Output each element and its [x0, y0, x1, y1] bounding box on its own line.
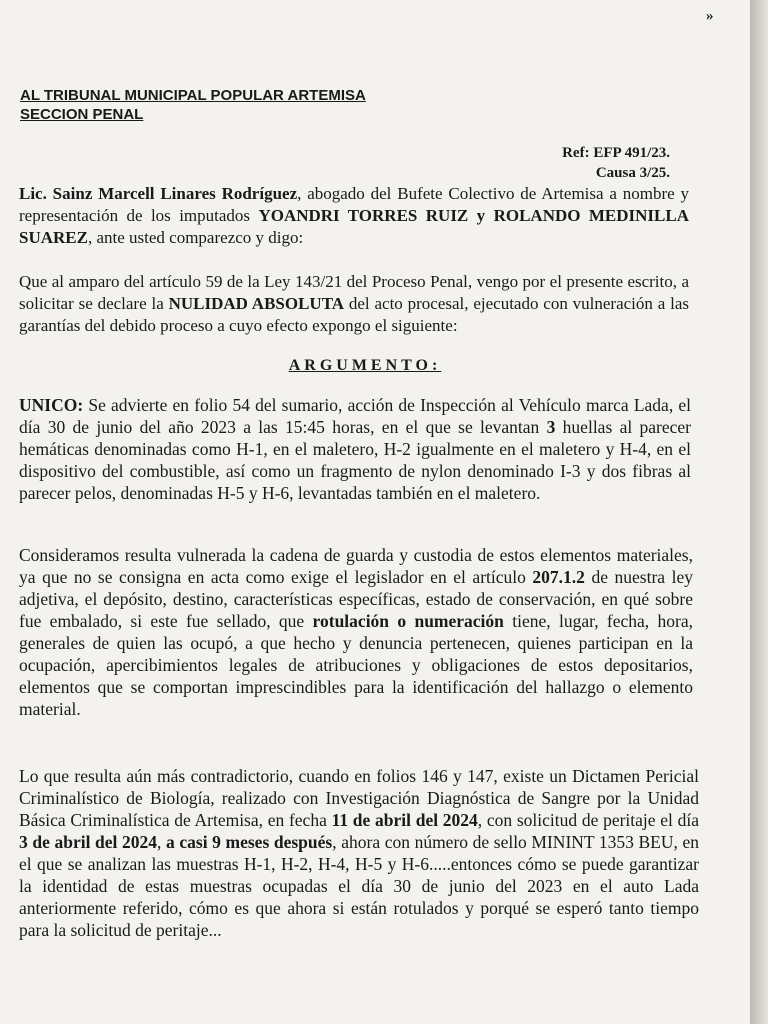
contra-text-4: , ahora con número de sello MININT 1353 BEU, en el que se analizan las muestras H-1, H-2, H-4, H-5 y H-6.....entonces cómo se puede garantizar la identidad de estas muestras ocupadas el día 30 de junio del 2023 en el auto Lada anteriormente referido, cómo es que ahora si están rotulados y porqué se esperó tanto tiempo para la solicitud de peritaje...	[19, 832, 699, 940]
request-date: 3 de abril del 2024	[19, 832, 158, 852]
contra-text-1: Lo que resulta aún más contradictorio, cuando en folios 146 y 147, existe un Dictamen Pericial Criminalístico de Biología, realizado con Investigación Diagnóstica de Sangre por la Unidad Básica Criminalística de Artemisa, en fecha	[19, 766, 699, 830]
unico-text-2: huellas al parecer hemáticas denominadas como H-1, en el maletero, H-2 igualmente en el maletero y H-4, en el dispositivo del combustible, así como un fragmento de nylon denominado I-3 y dos fibras al parecer pelos, denominadas H-5 y H-6, levantadas también en el maletero.	[19, 417, 691, 503]
nullity-term: NULIDAD ABSOLUTA	[168, 294, 345, 313]
cons-text-2: de nuestra ley adjetiva, el depósito, destino, características específicas, estado de conservación, en qué sobre fue embalado, si este fue sellado, que	[19, 567, 693, 631]
intro-text-1: , abogado del Bufete Colectivo de Artemisa a nombre y representación de los imputados	[19, 184, 690, 225]
report-date: 11 de abril del 2024	[331, 810, 478, 830]
page-corner-mark: »	[706, 8, 715, 24]
intro-text-2: , ante usted comparezco y digo:	[87, 228, 304, 247]
contradiction-paragraph	[19, 765, 699, 941]
court-section: SECCION PENAL	[20, 106, 144, 123]
case-reference	[562, 143, 670, 183]
petition-text-2: del acto procesal, ejecutado con vulneración a las garantías del debido proceso a cuyo efecto expongo el siguiente:	[19, 294, 689, 335]
considerations-paragraph	[19, 544, 693, 720]
cons-text-3: tiene, lugar, fecha, hora, generales de quien las ocupó, a que hecho y denuncia pertenecen, quienes participan en la ocupación, apercibimientos legales de atribuciones y obligaciones de estos depositarios, elementos que se comportan imprescindibles para la identificación del hallazgo o elemento material.	[19, 611, 693, 719]
petition-text-1: Que al amparo del artículo 59 de la Ley 143/21 del Proceso Penal, vengo por el presente escrito, a solicitar se declare la	[19, 272, 689, 313]
contra-text-2: , con solicitud de peritaje el día	[477, 810, 699, 830]
delay-term: a casi 9 meses después	[166, 832, 333, 852]
causa-number: Causa 3/25.	[595, 165, 670, 181]
unico-text-1: Se advierte en folio 54 del sumario, acción de Inspección al Vehículo marca Lada, el día 30 de junio del año 2023 a las 15:45 horas, en el que se levantan	[19, 395, 691, 437]
petition-paragraph	[19, 271, 689, 337]
article-number: 207.1.2	[532, 567, 585, 587]
cons-text-1: Consideramos resulta vulnerada la cadena de guarda y custodia de estos elementos materiales, ya que no se consigna en acta como exige el legislador en el artículo	[19, 545, 693, 587]
unico-count: 3	[546, 417, 556, 437]
lawyer-name: Lic. Sainz Marcell Linares Rodríguez	[19, 184, 298, 203]
unico-paragraph	[19, 394, 691, 504]
court-name: AL TRIBUNAL MUNICIPAL POPULAR ARTEMISA	[20, 87, 366, 104]
intro-paragraph	[19, 183, 689, 249]
page-edge	[750, 0, 768, 1024]
ref-number: Ref: EFP 491/23.	[562, 145, 670, 161]
argument-title: ARGUMENTO:	[288, 357, 442, 374]
contra-text-3: ,	[157, 832, 167, 852]
court-heading	[20, 86, 366, 124]
accused-names: YOANDRI TORRES RUIZ y ROLANDO MEDINILLA SUAREZ	[19, 206, 689, 247]
labeling-term: rotulación o numeración	[312, 611, 504, 631]
unico-label: UNICO:	[19, 395, 84, 415]
